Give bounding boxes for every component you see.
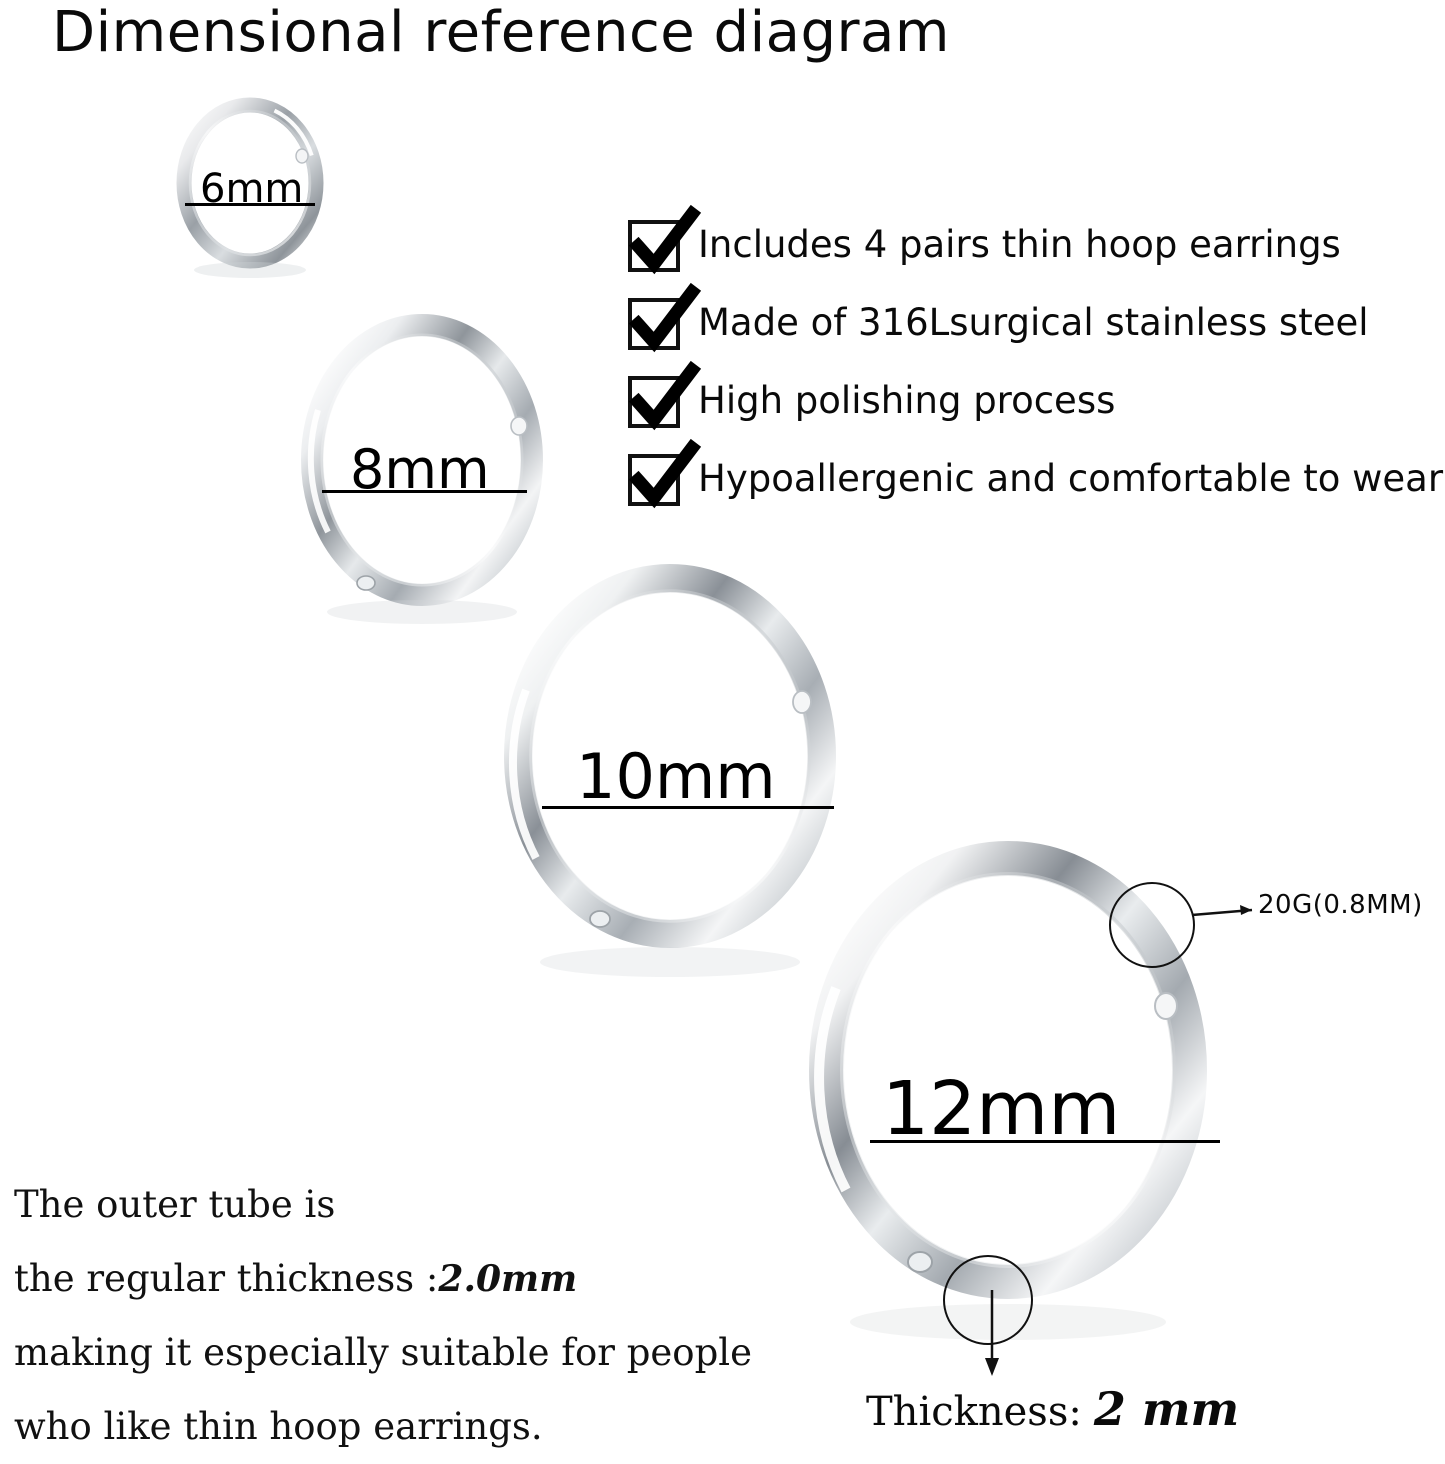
hoop-earring-6mm <box>160 88 340 278</box>
blurb-line-2 <box>14 1242 894 1316</box>
blurb-line-3: making it especially suitable for people <box>14 1331 752 1374</box>
description-paragraph <box>14 1168 894 1464</box>
list-item <box>628 218 1438 274</box>
list-item <box>628 374 1438 430</box>
list-item <box>628 452 1444 508</box>
check-icon <box>628 298 680 350</box>
list-item <box>628 296 1438 352</box>
check-icon <box>628 454 680 506</box>
thickness-label: Thickness: <box>866 1389 1082 1435</box>
thickness-callout <box>866 1382 1239 1436</box>
check-icon <box>628 220 680 272</box>
page-title: Dimensional reference diagram <box>52 0 950 65</box>
feature-list <box>628 218 1444 530</box>
blurb-line-4: who like thin hoop earrings. <box>14 1405 543 1448</box>
blurb-line-1: The outer tube is <box>14 1183 336 1226</box>
check-icon <box>628 376 680 428</box>
feature-label: Hypoallergenic and comfortable to wear <box>698 457 1444 500</box>
feature-label: High polishing process <box>698 379 1116 422</box>
feature-label: Includes 4 pairs thin hoop earrings <box>698 223 1341 266</box>
feature-label: Made of 316Lsurgical stainless steel <box>698 301 1369 344</box>
size-label-10mm: 10mm <box>576 740 776 813</box>
size-label-6mm: 6mm <box>200 166 304 212</box>
blurb-thickness-value: 2.0mm <box>438 1258 578 1300</box>
size-label-8mm: 8mm <box>350 438 490 501</box>
gauge-callout-label: 20G(0.8MM) <box>1258 890 1423 920</box>
thickness-leader-line <box>972 1288 1012 1380</box>
size-label-12mm: 12mm <box>882 1066 1121 1152</box>
thickness-value: 2 mm <box>1093 1382 1240 1436</box>
blurb-line-2-text: the regular thickness : <box>14 1257 439 1300</box>
